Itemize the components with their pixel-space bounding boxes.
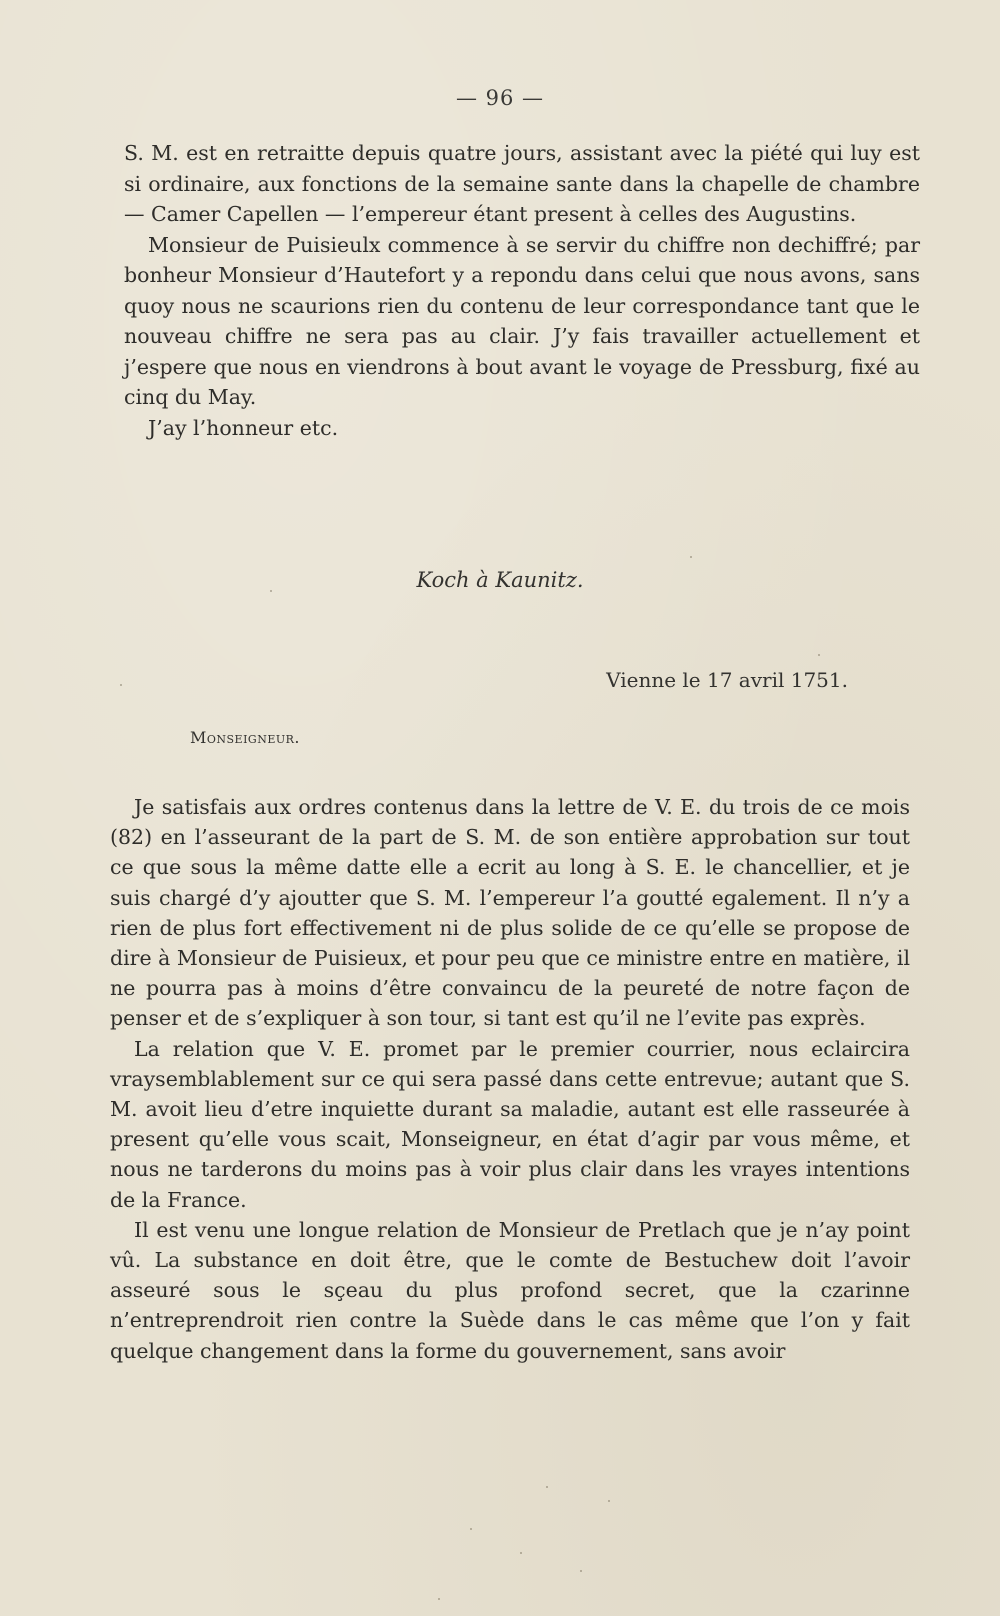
letter-salutation: Monseigneur. bbox=[190, 728, 301, 747]
paper-speck bbox=[818, 654, 820, 656]
paragraph: Monsieur de Puisieulx commence à se servir du chiffre non dechiffré; par bonheur Monsieur d’Hautefort y a repondu dans celui que nous avons, sans quoy nous ne scaurions rien du contenu de leur correspondance tant que le nouveau chiffre ne sera pas au clair. J’y fais travailler actuellement et j’espere que nous en viendrons à bout avant le voyage de Pressburg, fixé au cinq du May. bbox=[124, 232, 920, 409]
paper-speck bbox=[546, 1486, 548, 1488]
paragraph: La relation que V. E. promet par le premier courrier, nous eclaircira vraysemblablement sur ce qui sera passé dans cette entrevue; autant que S. M. avoit lieu d’etre inquiette durant sa maladie, autant est elle rasseurée à present qu’elle vous scait, Monseigneur, en état d’agir par vous même, et nous ne tarderons du moins pas à voir plus clair dans les vrayes intentions de la France. bbox=[110, 1036, 910, 1212]
paper-speck bbox=[520, 1552, 522, 1554]
paragraph: Je satisfais aux ordres contenus dans la lettre de V. E. du trois de ce mois (82) en l’asseurant de la part de S. M. de son entière approbation sur tout ce que sous la même datte elle a ecrit au long à S. E. le chancellier, et je suis chargé d’y ajoutter que S. M. l’empereur l’a goutté egalement. Il n’y a rien de plus fort effectivement ni de plus solide de ce qu’elle se propose de dire à Monsieur de Puisieux, et pour peu que ce ministre entre en matière, il ne pourra pas à moins d’être convaincu de la peureté de notre façon de penser et de s’expliquer à son tour, si tant est qu’il ne l’evite pas exprès. bbox=[110, 795, 910, 1031]
paragraph: S. M. est en retraitte depuis quatre jours, assistant avec la piété qui luy est si ordinaire, aux fonctions de la semaine sante dans la chapelle de chambre — Camer Capellen — l’empereur étant present à celles des Augustins. bbox=[124, 141, 920, 226]
paper-speck bbox=[608, 1500, 610, 1502]
letter-body bbox=[110, 792, 910, 1366]
paper-speck bbox=[690, 556, 692, 558]
letter-dateline: Vienne le 17 avril 1751. bbox=[606, 668, 848, 692]
closing-line: J’ay l’honneur etc. bbox=[148, 415, 339, 440]
paper-speck bbox=[270, 590, 272, 592]
top-text-block bbox=[124, 138, 920, 443]
paper-speck bbox=[580, 1570, 582, 1572]
paper-speck bbox=[120, 684, 122, 686]
paper-speck bbox=[438, 1598, 440, 1600]
letter-title: Koch à Kaunitz. bbox=[416, 568, 584, 592]
paper-speck bbox=[470, 1528, 472, 1530]
paragraph: Il est venu une longue relation de Monsieur de Pretlach que je n’ay point vû. La substance en doit être, que le comte de Bestuchew doit l’avoir asseuré sous le sçeau du plus profond secret, que la czarinne n’entreprendroit rien contre la Suède dans le cas même que l’on y fait quelque changement dans la forme du gouvernement, sans avoir bbox=[110, 1217, 910, 1363]
page-number: — 96 — bbox=[455, 86, 545, 110]
